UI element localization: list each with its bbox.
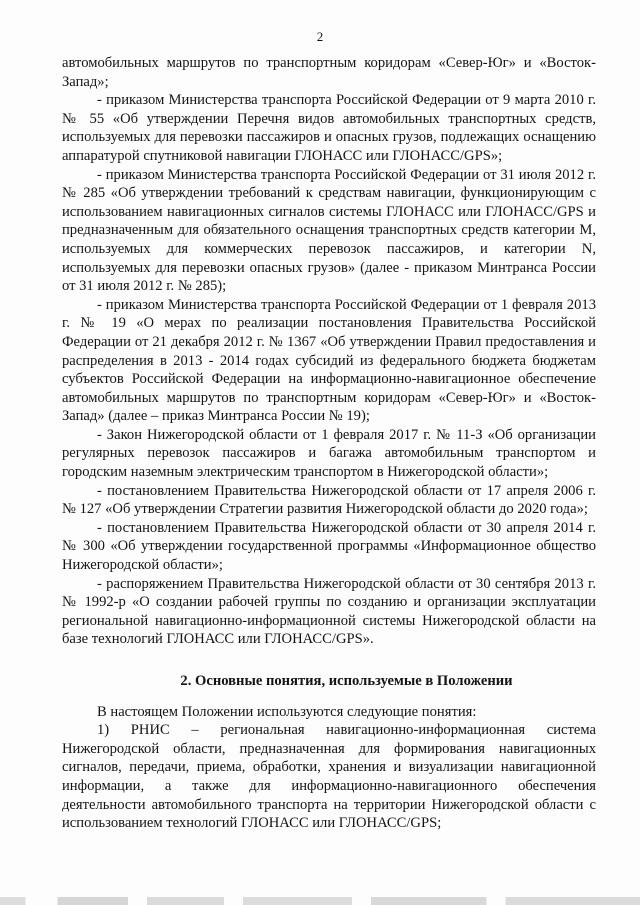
legal-act-item: - приказом Министерства транспорта Российской Федерации от 9 марта 2010 г. № 55 «Об утверждении Перечня видов автомобильных транспортных средств, используемых для перевозки пассажиров и опасных грузов, подлежащих оснащению аппаратурой спутниковой навигации ГЛОНАСС или ГЛОНАСС/GPS»; [62,92,596,164]
definitions-intro: В настоящем Положении используются следующие понятия: [97,703,477,720]
continuation-paragraph: автомобильных маршрутов по транспортным коридорам «Север-Юг» и «Восток-Запад»; [62,55,596,90]
legal-act-item: - приказом Министерства транспорта Российской Федерации от 1 февраля 2013 г. № 19 «О мерах по реализации постановления Правительства Российской Федерации от 21 декабря 2012 г. № 1367 «Об утверждении Правил предоставления и распределения в 2013 - 2014 годах субсидий из федерального бюджета бюджетам субъектов Российской Федерации на информационно-навигационное обеспечение автомобильных маршрутов по транспортным коридорам «Север-Юг» и «Восток-Запад» (далее – приказ Минтранса России № 19); [62,296,596,425]
legal-acts-list [62,91,596,649]
page-number: 2 [316,29,324,44]
document-body [62,54,596,833]
legal-act-item: - Закон Нижегородской области от 1 февраля 2017 г. № 11-З «Об организации регулярных перевозок пассажиров и багажа автомобильным транспортом и городским наземным электрическим транспортом в Нижегородской области»; [62,426,596,481]
definition-item: 1) РНИС – региональная навигационно-информационная система Нижегородской области, предназначенная для формирования навигационных сигналов, передачи, приема, обработки, хранения и визуализации навигационной информации, а также для информационно-навигационного обеспечения деятельности автомобильного транспорта на территории Нижегородской области с использованием технологий ГЛОНАСС или ГЛОНАСС/GPS; [62,722,596,832]
legal-act-item: - постановлением Правительства Нижегородской области от 17 апреля 2006 г. № 127 «Об утверждении Стратегии развития Нижегородской области до 2020 года»; [62,482,596,518]
scan-artifact-strip [0,897,640,905]
legal-act-item: - постановлением Правительства Нижегородской области от 30 апреля 2014 г. № 300 «Об утверждении государственной программы «Информационное общество Нижегородской области»; [62,519,596,574]
legal-act-item: - приказом Министерства транспорта Российской Федерации от 31 июля 2012 г. № 285 «Об утверждении требований к средствам навигации, функционирующим с использованием навигационных сигналов системы ГЛОНАСС или ГЛОНАСС/GPS и предназначенным для обязательного оснащения транспортных средств категории M, используемых для коммерческих перевозок пассажиров, и категории N, используемых для перевозки опасных грузов» (далее - приказом Минтранса России от 31 июля 2012 г. № 285); [62,166,596,295]
section-heading: 2. Основные понятия, используемые в Положении [180,673,513,689]
definitions-list [62,721,596,833]
legal-act-item: - распоряжением Правительства Нижегородской области от 30 сентября 2013 г. № 1992-р «О создании рабочей группы по созданию и организации эксплуатации региональной навигационно-информационной системы Нижегородской области на базе технологий ГЛОНАСС или ГЛОНАСС/GPS». [62,575,596,648]
